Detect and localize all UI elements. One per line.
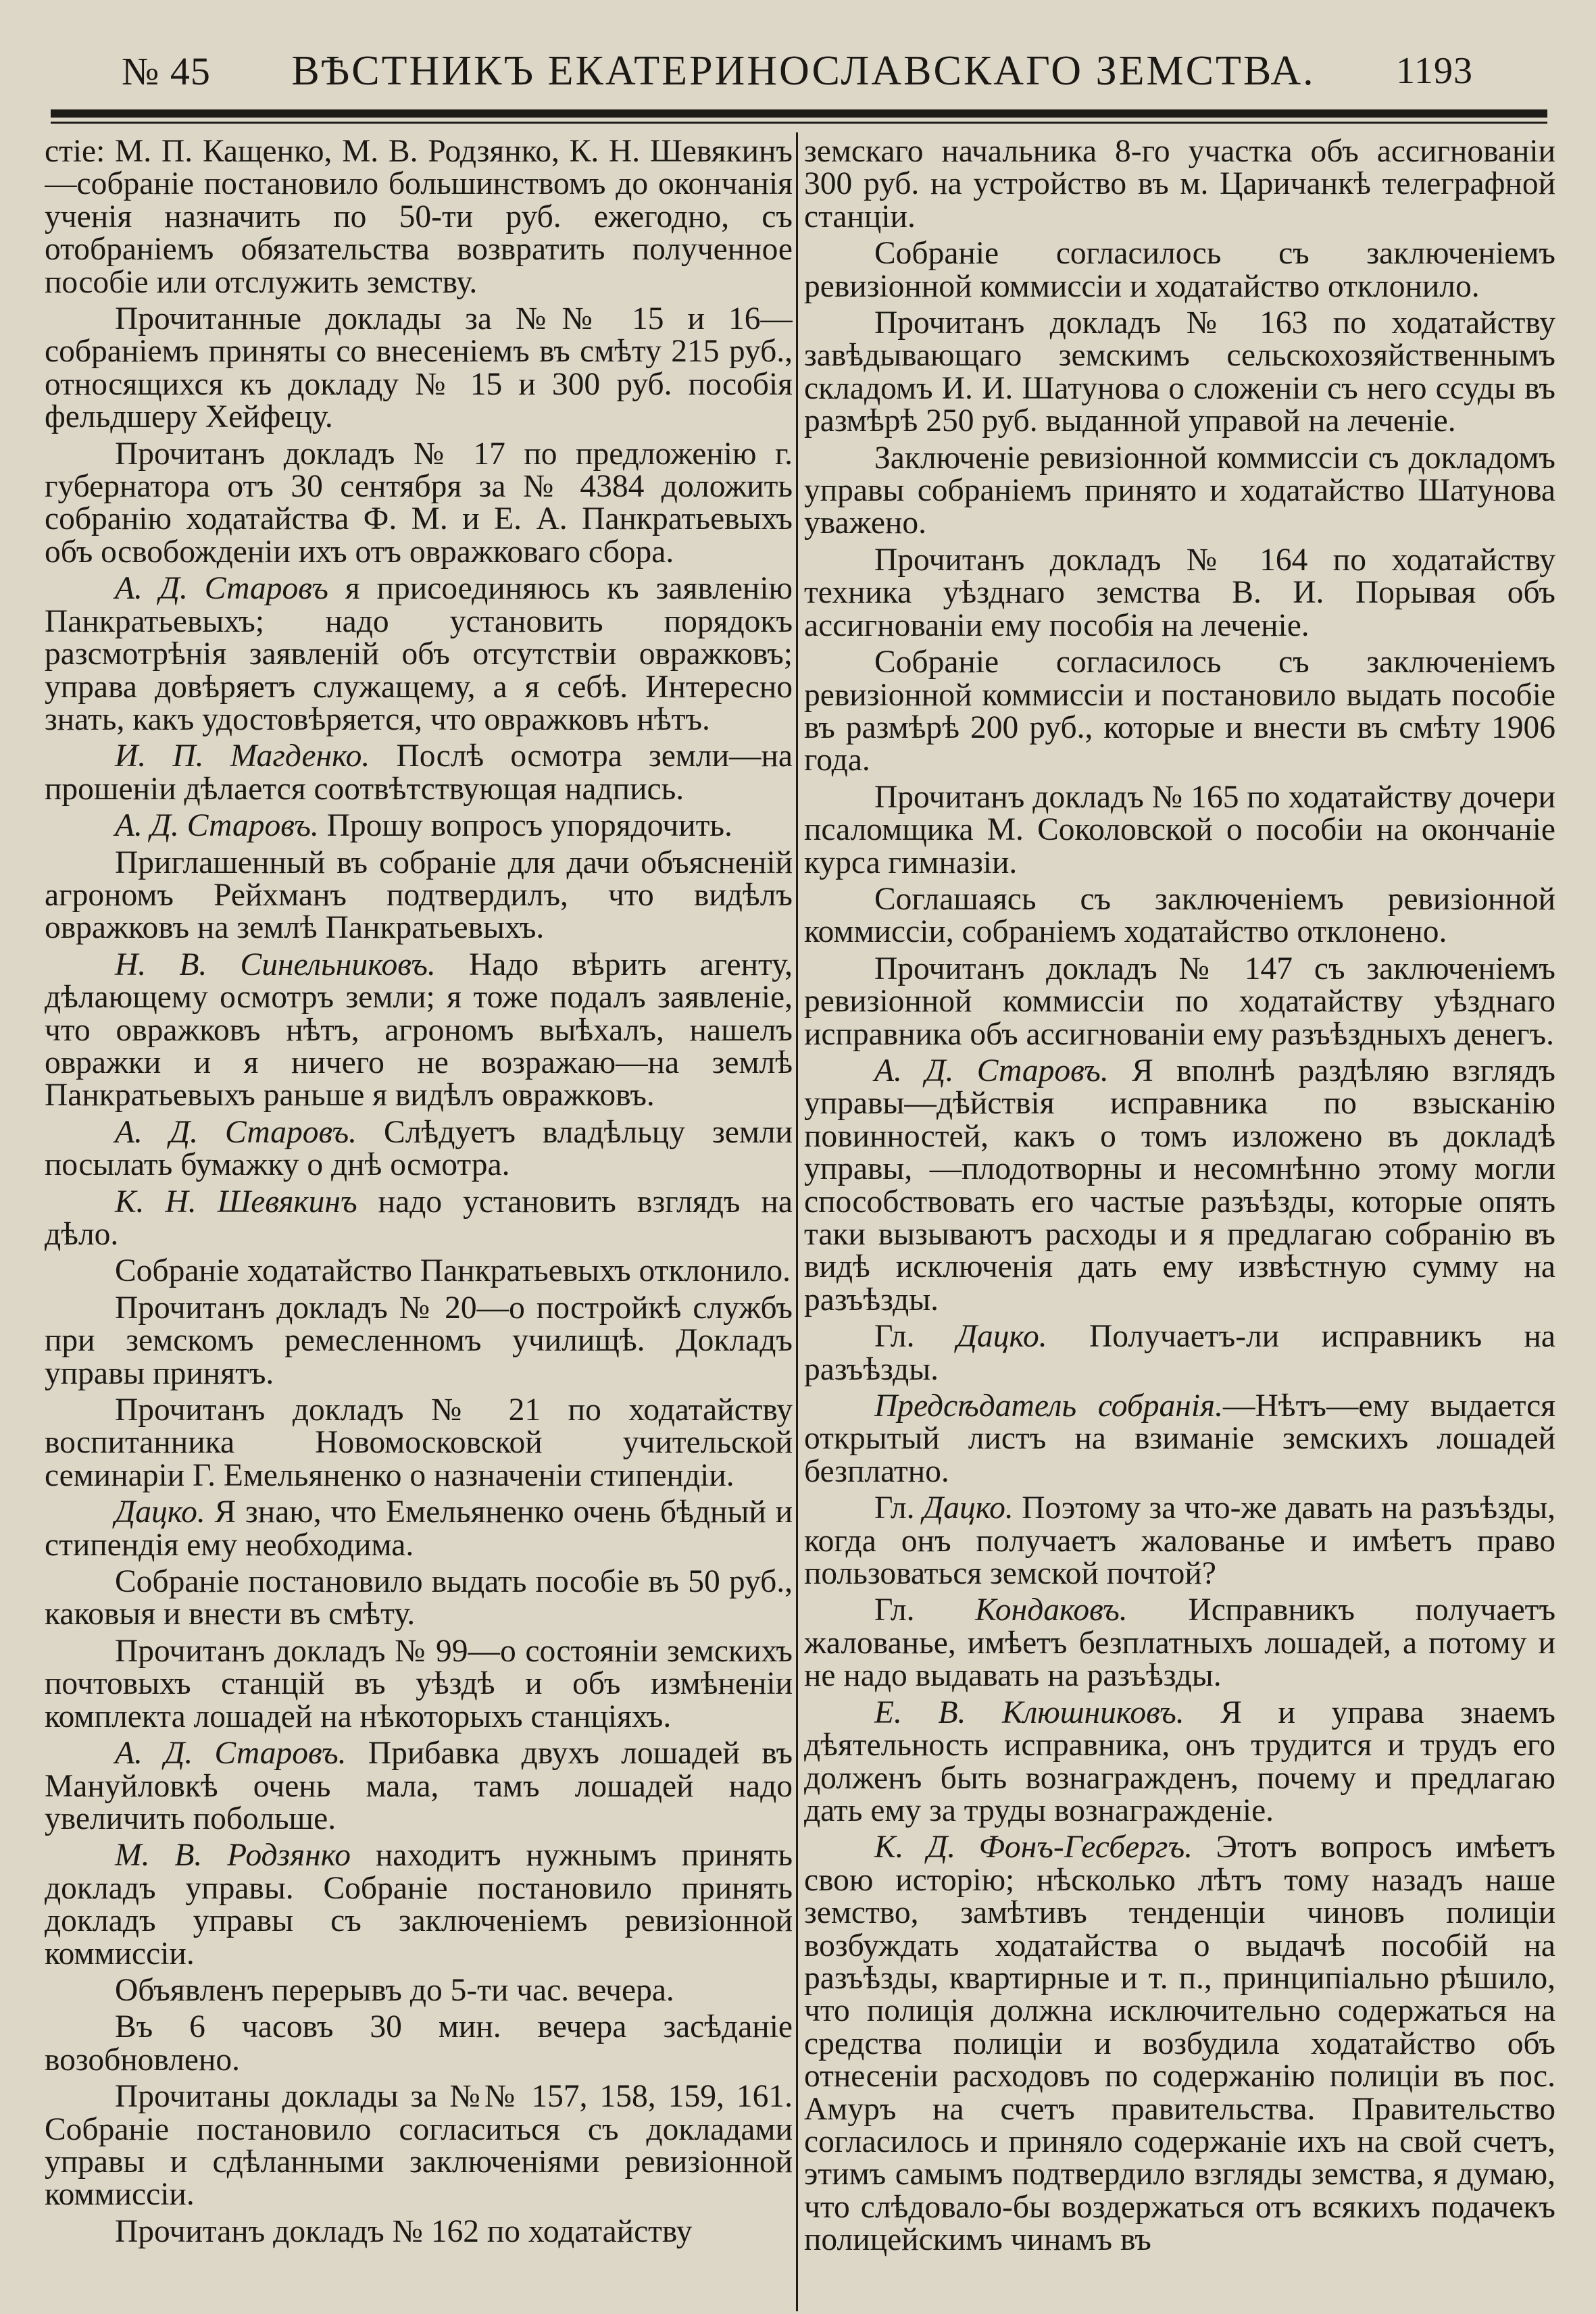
paragraph-text: Заключеніе ревизіонной коммиссіи съ докладомъ управы собраніемъ принято и ходатайство Шатунова уважено. (804, 440, 1555, 541)
paragraph-text: Объявленъ перерывъ до 5-ти час. вечера. (115, 1972, 674, 2008)
paragraph-text: —Нѣтъ—ему выдается открытый листъ на взиманіе земскихъ лошадей безплатно. (804, 1388, 1555, 1489)
speaker-name: А. Д. Старовъ. (874, 1053, 1109, 1088)
paragraph (45, 1974, 793, 2007)
speaker-name: И. П. Магденко. (115, 738, 370, 774)
paragraph-text: Прочитаны доклады за №№ 157, 158, 159, 161. Собраніе постановило согласиться съ докладами управы и сдѣланными заключеніями ревизіонной коммиссіи. (45, 2079, 793, 2213)
paragraph-text: Исправникъ получаетъ жалованье, имѣетъ безплатныхъ лошадей, а потому и не надо выдавать на разъѣзды. (804, 1592, 1555, 1694)
speaker-prefix: Гл. (874, 1319, 957, 1355)
paragraph (45, 1116, 793, 1182)
paragraph-text: Прочитанъ докладъ № 163 по ходатайству завѣдывающаго земскимъ сельскохозяйственнымъ складомъ И. И. Шатунова о сложеніи съ него ссуды въ размѣрѣ 250 руб. выданной управой на леченіе. (804, 305, 1555, 439)
paragraph (45, 1737, 793, 1835)
paragraph-text: Я и управа знаемъ дѣятельность исправника, онъ трудится и трудъ его долженъ быть вознагражденъ, почему и предлагаю дать ему за труды вознагражденіе. (804, 1694, 1555, 1828)
paragraph-text: Прибавка двухъ лошадей въ Мануйловкѣ очень мала, тамъ лошадей надо увеличить побольше. (45, 1736, 793, 1836)
paragraph-text: Прочитанъ докладъ № 21 по ходатайству воспитанника Новомосковской учительской семинаріи Г. Емельяненко о назначеніи стипендіи. (45, 1392, 793, 1493)
header-rule-thin (51, 122, 1547, 124)
paragraph-text: Прочитанъ докладъ № 162 по ходатайству (115, 2213, 693, 2249)
paragraph (804, 953, 1555, 1051)
paragraph (45, 1186, 793, 1251)
paragraph (45, 2011, 793, 2076)
paragraph (804, 1055, 1555, 1316)
left-column (45, 135, 793, 2307)
paragraph (45, 1839, 793, 1970)
speaker-name: Н. В. Синельниковъ. (115, 947, 436, 982)
paragraph-text: Надо вѣрить агенту, дѣлающему осмотръ земли; я тоже подалъ заявленіе, что овражковъ нѣтъ, агрономъ выѣхалъ, нашелъ овражки и я ничего не возражаю—на землѣ Панкратьевыхъ раньше я видѣлъ овражковъ. (45, 947, 793, 1113)
paragraph-text: Этотъ вопросъ имѣетъ свою исторію; нѣсколько лѣтъ тому назадъ наше земство, замѣтивъ тенденціи чиновъ полиціи возбуждать ходатайства о выдачѣ пособій на разъѣзды, квартирные и т. п., принципіально рѣшило, что полиція должна исключительно содержаться на средства полиціи и возбудила ходатайство объ отнесеніи расходовъ по содержанію полиціи въ пос. Амуръ на счетъ правительства. Правительство согласилось и приняло содержаніе ихъ на свой счетъ, этимъ самымъ подтвердило взгляды земства, я думаю, что слѣдовало-бы воздержаться отъ всякихъ подачекъ полицейскимъ чинамъ въ (804, 1830, 1555, 2258)
paragraph (804, 1492, 1555, 1590)
speaker-name: Дацко. (922, 1490, 1014, 1526)
page-number: 1193 (1396, 50, 1473, 92)
paragraph-text: Прочитанъ докладъ № 20—о постройкѣ службъ при земскомъ ремесленномъ училищѣ. Докладъ управы принятъ. (45, 1290, 793, 1391)
paragraph (804, 1594, 1555, 1692)
paragraph-text: Собраніе ходатайство Панкратьевыхъ отклонило. (115, 1253, 791, 1289)
paragraph (45, 572, 793, 736)
speaker-name: Е. В. Клюшниковъ. (874, 1694, 1184, 1730)
paragraph-text: Получаетъ-ли исправникъ на разъѣзды. (804, 1319, 1555, 1387)
paragraph-text: Собраніе согласилось съ заключеніемъ ревизіонной коммиссіи и постановило выдать пособіе въ размѣрѣ 200 руб., которые и внести въ смѣту 1906 года. (804, 645, 1555, 778)
paragraph (804, 883, 1555, 949)
paragraph (45, 1635, 793, 1733)
paragraph (45, 1292, 793, 1390)
paragraph (804, 1696, 1555, 1828)
speaker-prefix: Гл. (874, 1592, 976, 1628)
paragraph (804, 1320, 1555, 1386)
speaker-name: А. Д. Старовъ (115, 571, 328, 607)
paragraph (45, 2215, 793, 2248)
paragraph-text: Приглашенный въ собраніе для дачи объясненій агрономъ Рейхманъ подтвердилъ, что видѣлъ овражковъ на землѣ Панкратьевыхъ. (45, 845, 793, 946)
speaker-name: А. Д. Старовъ. (115, 1736, 347, 1771)
paragraph (45, 303, 793, 434)
paragraph (45, 1496, 793, 1561)
paragraph (45, 740, 793, 805)
speaker-name: М. В. Родзянко (115, 1838, 351, 1873)
paragraph (804, 544, 1555, 642)
speaker-name: А. Д. Старовъ. (115, 808, 319, 844)
speaker-name: А. Д. Старовъ. (115, 1114, 357, 1150)
paragraph (804, 237, 1555, 303)
paragraph-text: стіе: М. П. Кащенко, М. В. Родзянко, К. Н. Шевякинъ—собраніе постановило большинствомъ до окончанія ученія назначить по 50-ти руб. ежегодно, съ отобраніемъ обязательства возвратить полученное пособіе или отслужить земству. (45, 135, 793, 300)
paragraph-text: Прочитанъ докладъ № 164 по ходатайству техника уѣзднаго земства В. И. Порывая объ ассигнованіи ему пособія на леченіе. (804, 542, 1555, 643)
paragraph-text: Прочитанъ докладъ № 147 съ заключеніемъ ревизіонной коммиссіи по ходатайству уѣзднаго исправника объ ассигнованіи ему разъѣздныхъ денегъ. (804, 951, 1555, 1052)
paragraph-text: я присоединяюсь къ заявленію Панкратьевыхъ; надо установить порядокъ разсмотрѣнія заявленій объ отсутствіи овражковъ; управа довѣряетъ служащему, а я себѣ. Интересно знать, какъ удостовѣряется, что овражковъ нѣтъ. (45, 571, 793, 737)
paragraph-text: Прочитанные доклады за №№ 15 и 16—собраніемъ приняты со внесеніемъ въ смѣту 215 руб., относящихся къ докладу № 15 и 300 руб. пособія фельдшеру Хейфецу. (45, 301, 793, 435)
speaker-name: Предсѣдатель собранія. (874, 1388, 1223, 1424)
paragraph (804, 781, 1555, 879)
speaker-name: К. Н. Шевякинъ (115, 1184, 357, 1219)
paragraph-text: Слѣдуетъ владѣльцу земли посылать бумажку о днѣ осмотра. (45, 1114, 793, 1183)
journal-title: ВѢСТНИКЪ ЕКАТЕРИНОСЛАВСКАГО ЗЕМСТВА. (291, 47, 1316, 94)
paragraph (45, 847, 793, 945)
paragraph-text: Въ 6 часовъ 30 мин. вечера засѣданіе возобновлено. (45, 2009, 793, 2078)
paragraph (804, 135, 1555, 233)
paragraph-text: земскаго начальника 8-го участка объ ассигнованіи 300 руб. на устройство въ м. Царичанкѣ телеграфной станціи. (804, 135, 1555, 234)
paragraph-text: Прошу вопросъ упорядочить. (318, 808, 732, 844)
paragraph-text: Я вполнѣ раздѣляю взглядъ управы—дѣйствія исправника по взысканію повинностей, какъ о томъ изложено въ докладѣ управы, —плодотворны и несомнѣнно этому могли способствовать его частые разъѣзды, которые опять таки вызываютъ расходы и я предлагаю собранію въ видѣ исключенія дать ему извѣстную сумму на разъѣзды. (804, 1053, 1555, 1317)
paragraph (45, 438, 793, 569)
paragraph (45, 2080, 793, 2211)
paragraph (45, 949, 793, 1112)
paragraph-text: Послѣ осмотра земли—на прошеніи дѣлается соотвѣтствующая надпись. (45, 738, 793, 807)
paragraph-text: надо установить взглядъ на дѣло. (45, 1184, 793, 1252)
paragraph (45, 809, 793, 842)
paragraph (45, 1565, 793, 1631)
paragraph-text: Я знаю, что Емельяненко очень бѣдный и стипендія ему необходима. (45, 1494, 793, 1563)
paragraph-text: Собраніе постановило выдать пособіе въ 50 руб., каковыя и внести въ смѣту. (45, 1564, 793, 1632)
paragraph (804, 646, 1555, 777)
paragraph (804, 307, 1555, 438)
speaker-name: Кондаковъ. (975, 1592, 1128, 1628)
paragraph (45, 135, 793, 299)
issue-number: № 45 (122, 49, 211, 93)
paragraph-text: Прочитанъ докладъ № 165 по ходатайству дочери псаломщика М. Соколовской о пособіи на окончаніе курса гимназіи. (804, 779, 1555, 880)
paragraph (804, 1390, 1555, 1488)
paragraph-text: находитъ нужнымъ принять докладъ управы. Собраніе постановило принять докладъ управы съ заключеніемъ ревизіонной коммиссіи. (45, 1838, 793, 1971)
column-divider (796, 132, 798, 2311)
page-header (122, 41, 1473, 101)
header-rule-thick (51, 109, 1547, 118)
right-column (804, 135, 1555, 2307)
paragraph-text: Прочитанъ докладъ № 17 по предложенію г. губернатора отъ 30 сентября за № 4384 доложить собранію ходатайства Ф. М. и Е. А. Панкратьевыхъ объ освобожденіи ихъ отъ овражковаго сбора. (45, 436, 793, 570)
speaker-prefix: Гл. (874, 1490, 923, 1526)
paragraph-text: Соглашаясь съ заключеніемъ ревизіонной коммиссіи, собраніемъ ходатайство отклонено. (804, 881, 1555, 950)
paragraph (45, 1394, 793, 1492)
paragraph (804, 442, 1555, 540)
paragraph-text: Прочитанъ докладъ № 99—о состояніи земскихъ почтовыхъ станцій въ уѣздѣ и объ измѣненіи комплекта лошадей на нѣкоторыхъ станціяхъ. (45, 1633, 793, 1734)
speaker-name: Дацко. (115, 1494, 205, 1530)
paragraph-text: Собраніе согласилось съ заключеніемъ ревизіонной коммиссіи и ходатайство отклонило. (804, 236, 1555, 304)
speaker-name: К. Д. Фонъ-Гесбергъ. (874, 1830, 1193, 1865)
paragraph (45, 1255, 793, 1287)
paragraph (804, 1831, 1555, 2256)
speaker-name: Дацко. (956, 1319, 1047, 1355)
paragraph-text: Поэтому за что-же давать на разъѣзды, когда онъ получаетъ жалованье и имѣетъ право пользоваться земской почтой? (804, 1490, 1555, 1592)
